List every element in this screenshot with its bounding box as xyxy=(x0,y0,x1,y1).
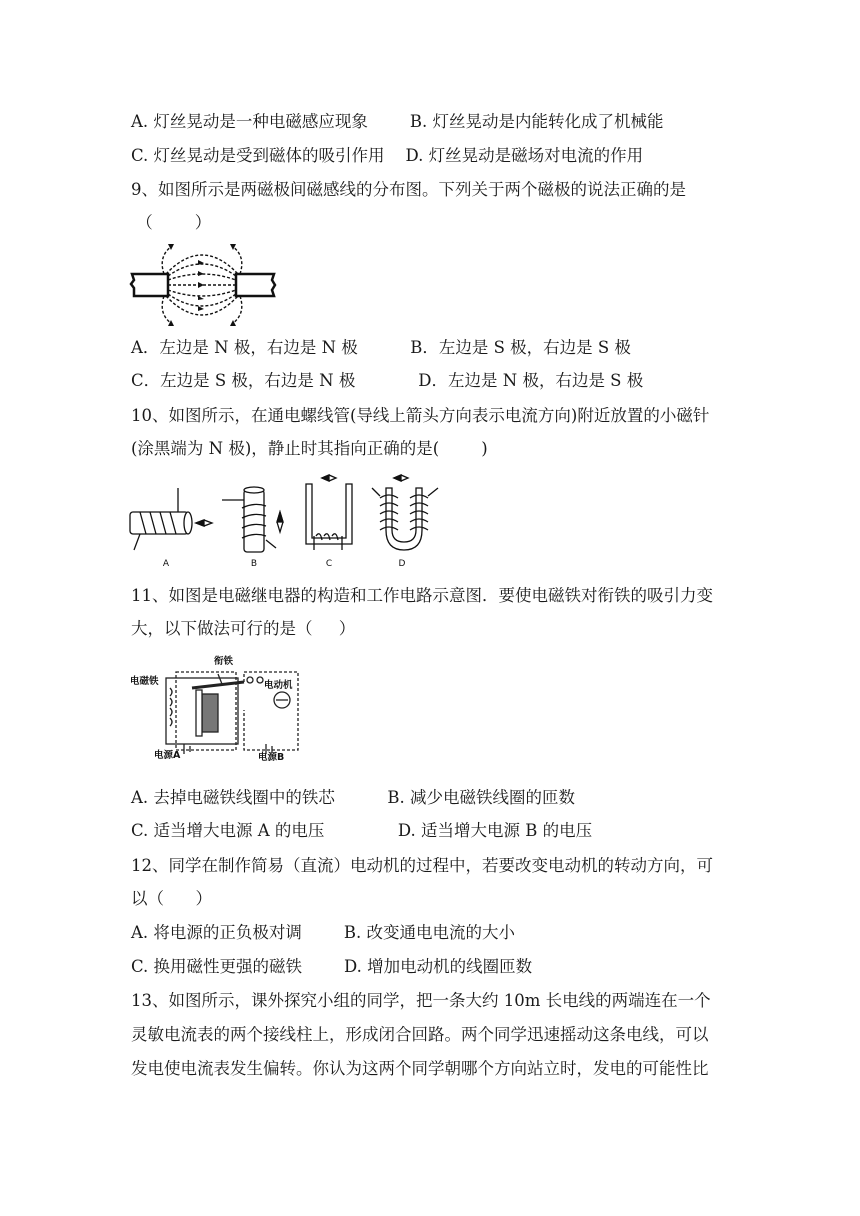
label-armature: 衔铁 xyxy=(214,656,234,667)
left-magnet xyxy=(131,274,168,296)
label-source-b: 电源B xyxy=(258,752,285,762)
solenoid-c xyxy=(306,475,352,550)
q11-options-ab: A. 去掉电磁铁线圈中的铁芯 B. 减少电磁铁线圈的匝数 xyxy=(131,788,575,807)
q8-options-cd: C. 灯丝晃动是受到磁体的吸引作用 D. 灯丝晃动是磁场对电流的作用 xyxy=(131,146,644,165)
electromagnet-coil xyxy=(202,694,218,732)
q11-options-cd: C. 适当增大电源 A 的电压 D. 适当增大电源 B 的电压 xyxy=(131,821,593,840)
q8-options-ab: A. 灯丝晃动是一种电磁感应现象 B. 灯丝晃动是内能转化成了机械能 xyxy=(131,112,664,131)
q12-stem-cont: 以（ ） xyxy=(131,889,212,908)
q11-stem: 11、如图是电磁继电器的构造和工作电路示意图．要使电磁铁对衔铁的吸引力变 xyxy=(131,586,713,605)
q9-magnetic-field-figure xyxy=(128,238,278,330)
q12-options-ab: A. 将电源的正负极对调 B. 改变通电电流的大小 xyxy=(131,923,515,942)
solenoid-a xyxy=(130,488,212,550)
q9-options-ab: A．左边是 N 极，右边是 N 极 B．左边是 S 极，右边是 S 极 xyxy=(131,338,631,357)
q10-solenoid-figures xyxy=(126,470,446,572)
q10-stem-cont: (涂黑端为 N 极)，静止时其指向正确的是( ) xyxy=(131,439,488,458)
q12-stem: 12、同学在制作简易（直流）电动机的过程中，若要改变电动机的转动方向，可 xyxy=(131,856,713,875)
label-electromagnet: 电磁铁 xyxy=(130,676,159,687)
q13-line-3: 发电使电流表发生偏转。你认为这两个同学朝哪个方向站立时，发电的可能性比 xyxy=(131,1059,709,1078)
label-source-a: 电源A xyxy=(154,750,181,761)
right-magnet xyxy=(236,274,275,296)
q13-line-1: 13、如图所示，课外探究小组的同学，把一条大约 10m 长电线的两端连在一个 xyxy=(131,991,711,1010)
solenoid-d xyxy=(372,475,438,550)
q11-relay-figure xyxy=(126,650,306,762)
q12-options-cd: C. 换用磁性更强的磁铁 D. 增加电动机的线圈匝数 xyxy=(131,957,533,976)
label-b: B xyxy=(250,559,258,569)
q13-line-2: 灵敏电流表的两个接线柱上，形成闭合回路。两个同学迅速摇动这条电线，可以 xyxy=(131,1025,709,1044)
label-d: D xyxy=(398,559,406,569)
label-c: C xyxy=(325,559,333,569)
label-motor: 电动机 xyxy=(264,680,293,691)
q9-stem: 9、如图所示是两磁极间磁感线的分布图。下列关于两个磁极的说法正确的是 xyxy=(131,180,686,199)
solenoid-b xyxy=(222,487,283,552)
q10-stem: 10、如图所示，在通电螺线管(导线上箭头方向表示电流方向)附近放置的小磁针 xyxy=(131,406,710,425)
q11-stem-cont: 大，以下做法可行的是（ ） xyxy=(131,619,356,638)
label-a: A xyxy=(162,559,170,569)
q9-options-cd: C．左边是 S 极，右边是 N 极 D．左边是 N 极，右边是 S 极 xyxy=(131,371,644,390)
q9-stem-bracket: （ ） xyxy=(131,213,212,232)
